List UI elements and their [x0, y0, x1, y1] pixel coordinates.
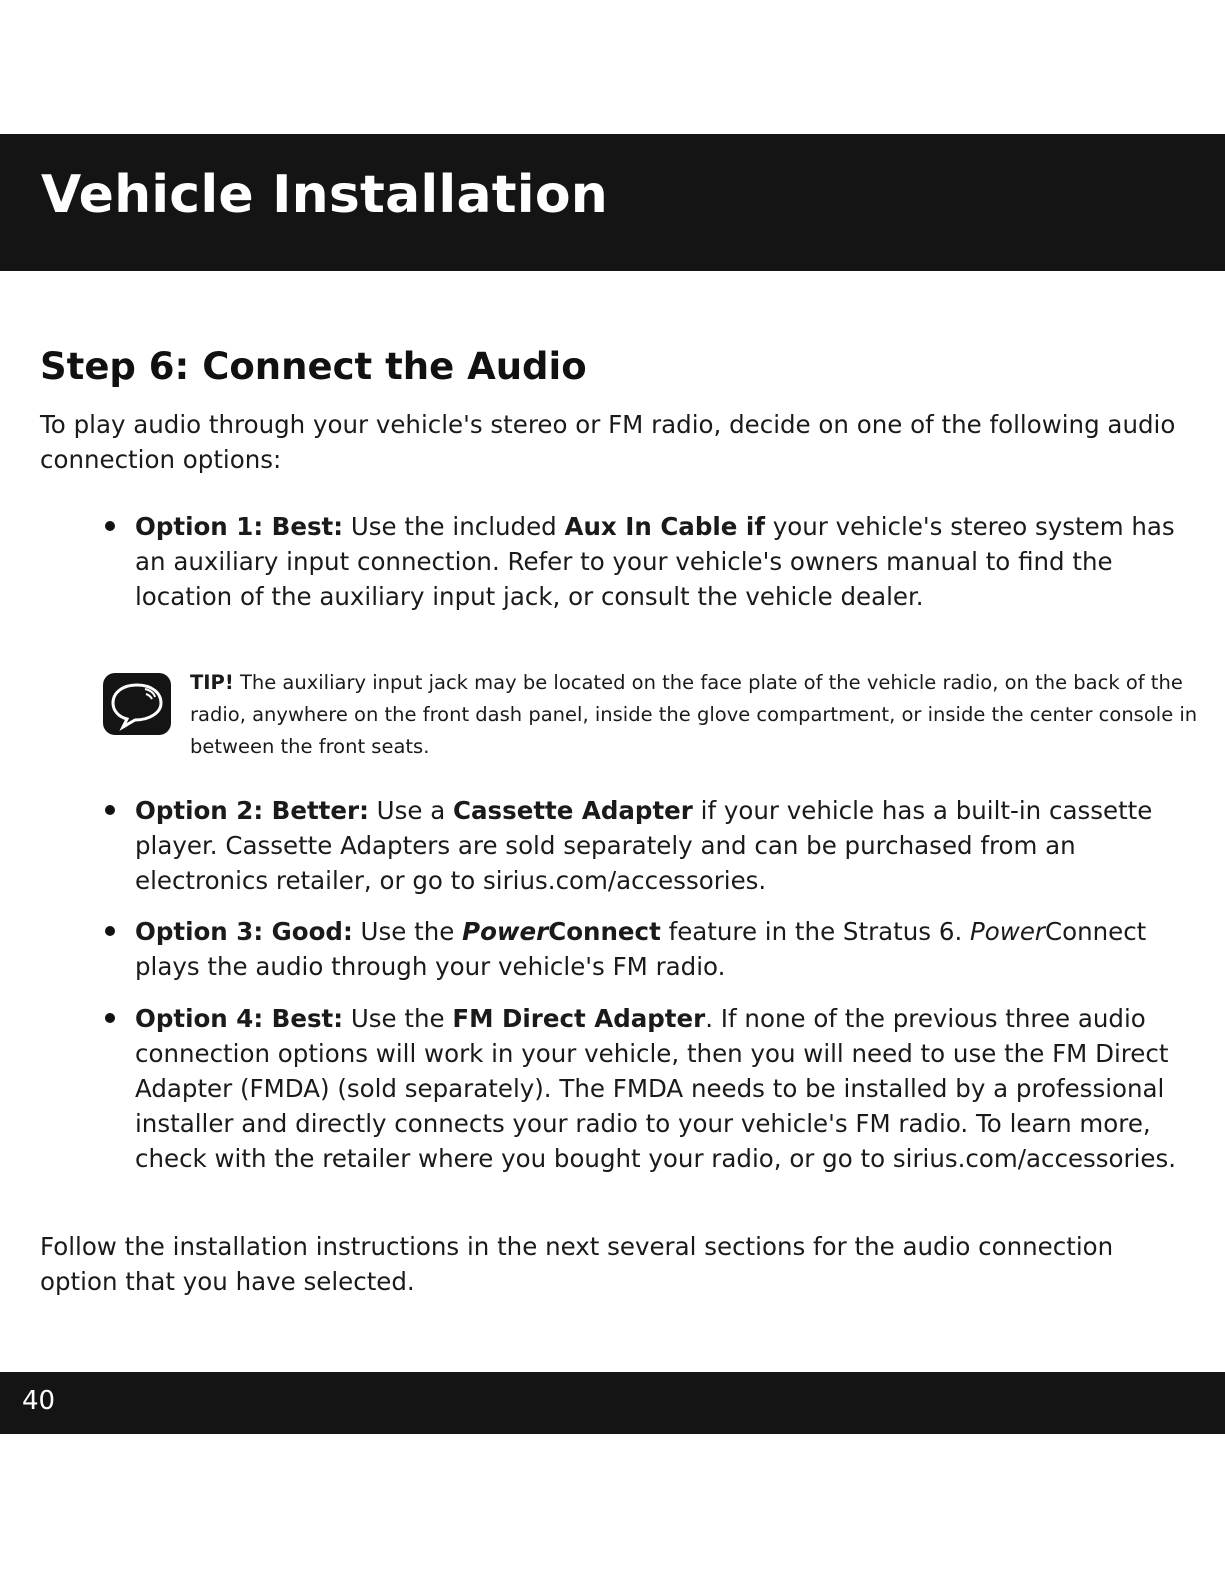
option-3 — [135, 914, 1195, 984]
page-title: Vehicle Installation — [41, 165, 608, 225]
option-3-power-italic: Power — [970, 917, 1045, 946]
option-3-text-cont: feature in the Stratus 6. — [660, 917, 971, 946]
option-1 — [135, 509, 1195, 614]
closing-paragraph: Follow the installation instructions in the next several sections for the audio connection option that you have selected. — [40, 1232, 1114, 1296]
option-1-text: Use the included — [343, 512, 565, 541]
option-3-text-end: Connect plays the audio through your vehicle's FM radio. — [135, 917, 1147, 981]
bullet-marker — [105, 805, 115, 815]
tip-body: The auxiliary input jack may be located on the face plate of the vehicle radio, on the back of the radio, anywhere on the front dash panel, inside the glove compartment, or inside the center console in between the front seats. — [190, 671, 1198, 758]
footer-band — [0, 1372, 1225, 1434]
option-1-product: Aux In Cable — [564, 512, 738, 541]
option-4 — [135, 1001, 1195, 1176]
option-4-label: Option 4: Best: — [135, 1004, 344, 1033]
step-heading: Step 6: Connect the Audio — [40, 345, 587, 388]
page-number: 40 — [22, 1386, 56, 1416]
tip-text — [190, 667, 1200, 763]
tip-label: TIP! — [190, 671, 234, 694]
option-4-product: FM Direct Adapter — [452, 1004, 706, 1033]
option-3-label: Option 3: Good: — [135, 917, 353, 946]
option-2 — [135, 793, 1195, 898]
option-4-text-cont: . If none of the previous three audio connection options will work in your vehicle, then you will need to use the FM Direct Adapter (FMDA) (sold separately). The FMDA needs to be installed by a professional installer and directly connects your radio to your vehicle's FM radio. To learn more, check with the retailer where you bought your radio, or go to sirius.com/accessories. — [135, 1004, 1177, 1173]
option-3-connect: Connect — [548, 917, 661, 946]
intro-paragraph: To play audio through your vehicle's stereo or FM radio, decide on one of the following audio connection options: — [40, 410, 1176, 474]
option-1-if: if — [737, 512, 765, 541]
option-2-text: Use a — [368, 796, 454, 825]
speech-bubble-icon — [103, 673, 171, 735]
option-2-product: Cassette Adapter — [453, 796, 693, 825]
bullet-marker — [105, 1013, 115, 1023]
option-1-label: Option 1: Best: — [135, 512, 344, 541]
option-4-text: Use the — [343, 1004, 453, 1033]
option-2-label: Option 2: Better: — [135, 796, 369, 825]
option-3-power: Power — [462, 917, 549, 946]
option-2-text-cont: if your vehicle has a built-in cassette player. Cassette Adapters are sold separately and can be purchased from an electronics retailer, or go to sirius.com/accessories. — [135, 796, 1153, 895]
option-3-text: Use the — [352, 917, 463, 946]
bullet-marker — [105, 926, 115, 936]
option-1-text-cont: your vehicle's stereo system has an auxiliary input connection. Refer to your vehicle's owners manual to find the location of the auxiliary input jack, or consult the vehicle dealer. — [135, 512, 1175, 611]
bullet-marker — [105, 521, 115, 531]
